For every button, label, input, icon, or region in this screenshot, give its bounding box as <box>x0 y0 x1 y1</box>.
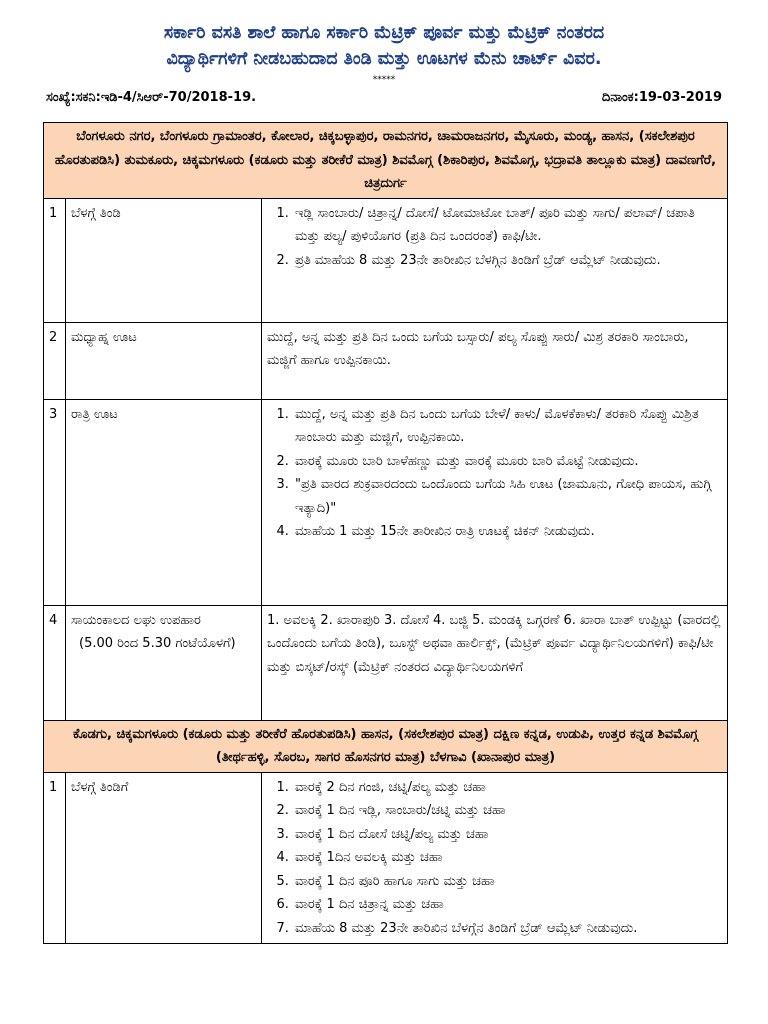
meal-name: ಸಾಯಂಕಾಲದ ಲಘು ಉಪಹಾರ <box>71 612 201 628</box>
row-number: 1 <box>44 198 66 322</box>
list-item: 2. ಪ್ರತಿ ಮಾಹೆಯ 8 ಮತ್ತು 23ನೇ ತಾರೀಖಿನ ಬೆಳಗ್ಗಿನ ತಿಂಡಿಗೆ ಬ್ರೆಡ್ ಆಮ್ಲೆಟ್ ನೀಡುವುದು. <box>293 249 722 273</box>
title-line-2: ವಿದ್ಯಾರ್ಥಿಗಳಿಗೆ ನೀಡಬಹುದಾದ ತಿಂಡಿ ಮತ್ತು ಊಟಗಳ ಮೆನು ಚಾರ್ಟ್ ವಿವರ. <box>166 49 602 69</box>
list-item: 1. ಮುದ್ದೆ, ಅನ್ನ ಮತ್ತು ಪ್ರತಿ ದಿನ ಒಂದು ಬಗೆಯ ಬೇಳೆ/ ಕಾಳು/ ಮೊಳಕೆಕಾಳು/ ತರಕಾರಿ ಸೊಪ್ಪು ಮಿಶ್ರಿತ ಸಾಂಬಾರು ಮತ್ತು ಮಜ್ಜಿಗೆ, ಉಪ್ಪಿನಕಾಯಿ. <box>293 403 722 450</box>
title-line-1: ಸರ್ಕಾರಿ ವಸತಿ ಶಾಲೆ ಹಾಗೂ ಸರ್ಕಾರಿ ಮೆಟ್ರಿಕ್ ಪೂರ್ವ ಮತ್ತು ಮೆಟ್ರಿಕ್ ನಂತರದ <box>163 23 605 43</box>
region-header-1: ಬೆಂಗಳೂರು ನಗರ, ಬೆಂಗಳೂರು ಗ್ರಾಮಾಂತರ, ಕೋಲಾರ, ಚಿಕ್ಕಬಳ್ಳಾಪುರ, ರಾಮನಗರ, ಚಾಮರಾಜನಗರ, ಮೈಸೂರು, ಮಂಡ್ಯ, ಹಾಸನ, (ಸಕಲೇಶಪುರ ಹೊರತುಪಡಿಸಿ) ತುಮಕೂರು, ಚಿಕ್ಕಮಗಳೂರು (ಕಡೂರು ಮತ್ತು ತರೀಕೆರೆ ಮಾತ್ರ) ಶಿವಮೊಗ್ಗ (ಶಿಕಾರಿಪುರ, ಶಿವಮೊಗ್ಗ, ಭದ್ರಾವತಿ ತಾಲ್ಲೂಕು ಮಾತ್ರ) ದಾವಣಗೆರೆ, ಚಿತ್ರದುರ್ಗ <box>44 123 728 199</box>
list-item: 3. ವಾರಕ್ಕೆ 1 ದಿನ ದೋಸೆ ಚಟ್ನಿ/ಪಲ್ಯ ಮತ್ತು ಚಹಾ <box>293 823 722 847</box>
list-item: 1. ಇಡ್ಲಿ ಸಾಂಬಾರು/ ಚಿತ್ರಾನ್ನ/ ದೋಸೆ/ ಟೋಮಾಟೋ ಬಾತ್/ ಪೂರಿ ಮತ್ತು ಸಾಗು/ ಪಲಾವ್/ ಚಪಾತಿ ಮತ್ತು ಪಲ್ಯ/ ಪುಳಿಯೊಗರ (ಪ್ರತಿ ದಿನ ಒಂದರಂತೆ) ಕಾಫಿ/ಟೀ. <box>293 202 722 249</box>
region-header-2: ಕೊಡಗು, ಚಿಕ್ಕಮಗಳೂರು (ಕಡೂರು ಮತ್ತು ತರೀಕೆರೆ ಹೊರತುಪಡಿಸಿ) ಹಾಸನ, (ಸಕಲೇಶಪುರ ಮಾತ್ರ) ದಕ್ಷಿಣ ಕನ್ನಡ, ಉಡುಪಿ, ಉತ್ತರ ಕನ್ನಡ ಶಿವಮೊಗ್ಗ (ತೀರ್ಥಹಳ್ಳಿ, ಸೊರಬ, ಸಾಗರ ಹೊಸನಗರ ಮಾತ್ರ) ಬೆಳಗಾವಿ (ಖಾನಾಪುರ ಮಾತ್ರ) <box>44 720 728 772</box>
row-number: 3 <box>44 399 66 605</box>
list-item: 5. ವಾರಕ್ಕೆ 1 ದಿನ ಪೂರಿ ಹಾಗೂ ಸಾಗು ಮತ್ತು ಚಹಾ <box>293 870 722 894</box>
menu-text: ಮುದ್ದೆ, ಅನ್ನ ಮತ್ತು ಪ್ರತಿ ದಿನ ಒಂದು ಬಗೆಯ ಬಸ್ಸಾರು/ ಪಲ್ಯ ಸೊಪ್ಪು ಸಾರು/ ಮಿಶ್ರ ತರಕಾರಿ ಸಾಂಬಾರು, ಮಜ್ಜಿಗೆ ಹಾಗೂ ಉಪ್ಪಿನಕಾಯಿ. <box>267 329 689 368</box>
list-item: 3. "ಪ್ರತಿ ವಾರದ ಶುಕ್ರವಾರದಂದು ಒಂದೊಂದು ಬಗೆಯ ಸಿಹಿ ಊಟ (ಜಾಮೂನು, ಗೋಧಿ ಪಾಯಸ, ಹುಗ್ಗಿ ಇತ್ಯಾದಿ)" <box>293 473 722 520</box>
list-item: 2. ವಾರಕ್ಕೆ 1 ದಿನ ಇಡ್ಲಿ, ಸಾಂಬಾರು/ಚಟ್ನಿ ಮತ್ತು ಚಹಾ <box>293 799 722 823</box>
menu-items <box>262 322 728 399</box>
meal-name: ಮಧ್ಯಾಹ್ನ ಊಟ <box>66 322 262 399</box>
menu-table <box>43 122 728 944</box>
document-title <box>20 0 748 72</box>
meal-time-note: (5.00 ರಿಂದ 5.30 ಗಂಟೆಯೊಳಗೆ) <box>79 636 236 651</box>
reference-number: ಸಂಖ್ಯೆ:ಸಕನಿ:ಇಡಿ-4/ಸಿಆರ್-70/2018-19. <box>46 90 257 105</box>
menu-items <box>262 198 728 322</box>
meal-name: ಬೆಳಗ್ಗೆ ತಿಂಡಿ <box>66 198 262 322</box>
meal-name: ರಾತ್ರಿ ಊಟ <box>66 399 262 605</box>
list-item: 1. ವಾರಕ್ಕೆ 2 ದಿನ ಗಂಜಿ, ಚಟ್ನಿ/ಪಲ್ಯ ಮತ್ತು ಚಹಾ <box>293 776 722 800</box>
list-item: 7. ಮಾಹೆಯ 8 ಮತ್ತು 23ನೇ ತಾರಿಖಿನ ಬೆಳಗ್ಗೆನ ತಿಂಡಿಗೆ ಬ್ರೆಡ್ ಆಮ್ಲೆಟ್ ನೀಡುವುದು. <box>293 917 722 941</box>
list-item: 6. ವಾರಕ್ಕೆ 1 ದಿನ ಚಿತ್ರಾನ್ನ ಮತ್ತು ಚಹಾ <box>293 893 722 917</box>
list-item: 2. ವಾರಕ್ಕೆ ಮೂರು ಬಾರಿ ಬಾಳೆಹಣ್ಣು ಮತ್ತು ವಾರಕ್ಕೆ ಮೂರು ಬಾರಿ ಮೊಟ್ಟೆ ನೀಡುವುದು. <box>293 450 722 474</box>
row-number: 1 <box>44 772 66 944</box>
region-row <box>44 123 728 199</box>
document-date: ದಿನಾಂಕ:19-03-2019 <box>601 90 722 105</box>
menu-items <box>262 772 728 944</box>
table-row <box>44 605 728 720</box>
region-row <box>44 720 728 772</box>
meal-name: ಬೆಳಗ್ಗೆ ತಿಂಡಿಗೆ <box>66 772 262 944</box>
table-row <box>44 322 728 399</box>
meal-name-cell <box>66 605 262 720</box>
reference-line <box>46 88 722 108</box>
stars-divider: ***** <box>372 75 396 85</box>
table-row <box>44 198 728 322</box>
list-item: 4. ವಾರಕ್ಕೆ 1ದಿನ ಅವಲಕ್ಕಿ ಮತ್ತು ಚಹಾ <box>293 846 722 870</box>
row-number: 4 <box>44 605 66 720</box>
menu-items <box>262 605 728 720</box>
menu-items <box>262 399 728 605</box>
table-row <box>44 399 728 605</box>
table-row <box>44 772 728 944</box>
list-item: 4. ಮಾಹೆಯ 1 ಮತ್ತು 15ನೇ ತಾರೀಖಿನ ರಾತ್ರಿ ಊಟಕ್ಕೆ ಚಿಕನ್ ನೀಡುವುದು. <box>293 520 722 544</box>
menu-text: 1. ಅವಲಕ್ಕಿ 2. ಖಾರಾಪುರಿ 3. ದೋಸೆ 4. ಬಜ್ಜಿ 5. ಮಂಡಕ್ಕಿ ಒಗ್ಗರಣೆ 6. ಖಾರಾ ಬಾತ್ ಉಪ್ಪಿಟ್ಟು (ವಾರದಲ್ಲಿ ಒಂದೊಂದು ಬಗೆಯ ತಿಂಡಿ), ಬೂಸ್ಟ್ ಅಥವಾ ಹಾರ್ಲಿಕ್ಸ್, (ಮೆಟ್ರಿಕ್ ಪೂರ್ವ ವಿದ್ಯಾರ್ಥಿನಿಲಯಗಳಿಗೆ) ಕಾಫಿ/ಟೀ ಮತ್ತು ಬಿಸ್ಕಟ್/ರಸ್ಕ್ (ಮೆಟ್ರಿಕ್ ನಂತರದ ವಿದ್ಯಾರ್ಥಿನಿಲಯಗಳಿಗೆ <box>267 612 721 675</box>
row-number: 2 <box>44 322 66 399</box>
